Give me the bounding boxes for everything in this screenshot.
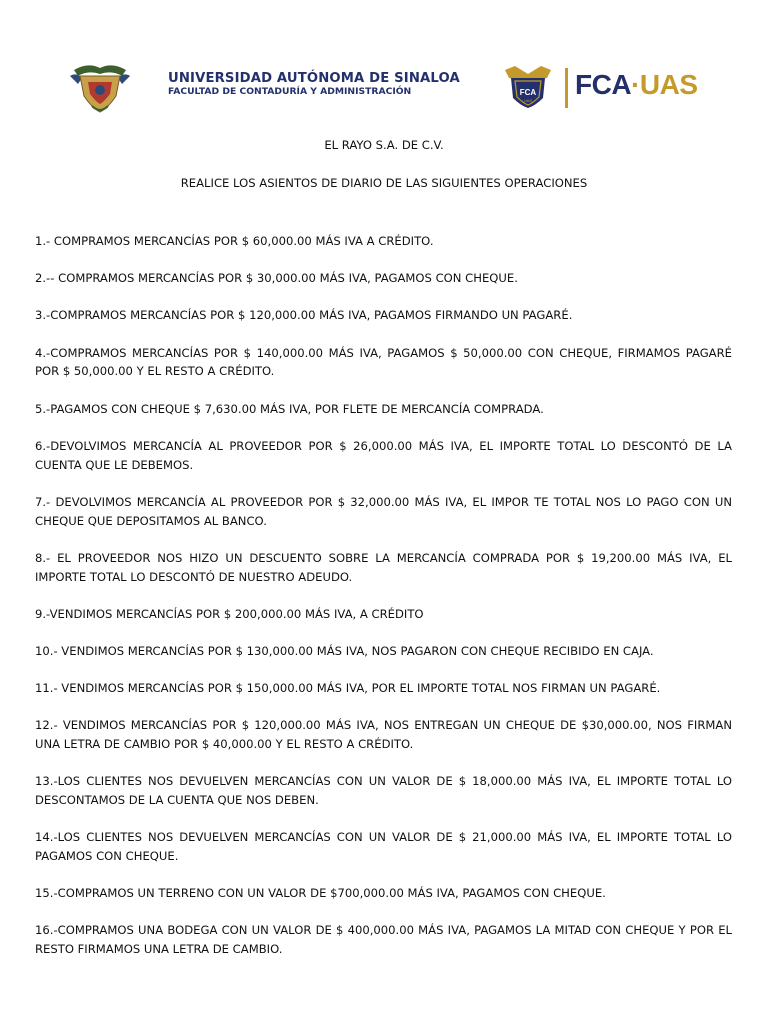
letterhead	[0, 58, 768, 118]
list-item: 1.- COMPRAMOS MERCANCÍAS POR $ 60,000.00 MÁS IVA A CRÉDITO.	[35, 234, 434, 248]
list-item: 5.-PAGAMOS CON CHEQUE $ 7,630.00 MÁS IVA, POR FLETE DE MERCANCÍA COMPRADA.	[35, 401, 544, 416]
list-item: 7.- DEVOLVIMOS MERCANCÍA AL PROVEEDOR POR $ 32,000.00 MÁS IVA, EL IMPOR TE TOTAL NOS LO PAGO CON UN CHEQUE QUE DEPOSITAMOS AL BANCO.	[35, 494, 732, 528]
list-item: 8.- EL PROVEEDOR NOS HIZO UN DESCUENTO SOBRE LA MERCANCÍA COMPRADA POR $ 19,200.00 MÁS IVA, EL IMPORTE TOTAL LO DESCONTÓ DE NUESTRO ADEUDO.	[35, 550, 732, 584]
list-item: 3.-COMPRAMOS MERCANCÍAS POR $ 120,000.00 MÁS IVA, PAGAMOS FIRMANDO UN PAGARÉ.	[35, 308, 573, 323]
fca-uas-wordmark	[575, 68, 698, 102]
brand-right: UAS	[639, 69, 698, 100]
list-item: 16.-COMPRAMOS UNA BODEGA CON UN VALOR DE $ 400,000.00 MÁS IVA, PAGAMOS LA MITAD CON CHEQUE Y POR EL RESTO FIRMAMOS UNA LETRA DE CAMBIO.	[35, 923, 732, 957]
list-item: 12.- VENDIMOS MERCANCÍAS POR $ 120,000.00 MÁS IVA, NOS ENTREGAN UN CHEQUE DE $30,000.00, NOS FIRMAN UNA LETRA DE CAMBIO POR $ 40,000.00 Y EL RESTO A CRÉDITO.	[35, 718, 732, 752]
faculty-name: FACULTAD DE CONTADURÍA Y ADMINISTRACIÓN	[168, 86, 412, 97]
fca-emblem-logo	[503, 66, 553, 108]
university-heading	[168, 72, 460, 97]
brand-dot: ·	[631, 69, 640, 100]
company-title: EL RAYO S.A. DE C.V.	[324, 138, 444, 152]
university-name: UNIVERSIDAD AUTÓNOMA DE SINALOA	[168, 71, 460, 86]
fca-emblem-sub: UAS	[523, 98, 533, 103]
list-item: 10.- VENDIMOS MERCANCÍAS POR $ 130,000.00 MÁS IVA, NOS PAGARON CON CHEQUE RECIBIDO EN CAJA.	[35, 643, 654, 658]
list-item: 4.-COMPRAMOS MERCANCÍAS POR $ 140,000.00 MÁS IVA, PAGAMOS $ 50,000.00 CON CHEQUE, FIRMAMOS PAGARÉ POR $ 50,000.00 Y EL RESTO A CRÉDITO.	[35, 345, 732, 379]
list-item: 6.-DEVOLVIMOS MERCANCÍA AL PROVEEDOR POR $ 26,000.00 MÁS IVA, EL IMPORTE TOTAL LO DESCONTÓ DE LA CUENTA QUE LE DEBEMOS.	[35, 438, 732, 472]
instruction-title: REALICE LOS ASIENTOS DE DIARIO DE LAS SIGUIENTES OPERACIONES	[180, 176, 588, 190]
list-item: 13.-LOS CLIENTES NOS DEVUELVEN MERCANCÍAS CON UN VALOR DE $ 18,000.00 MÁS IVA, EL IMPORTE TOTAL LO DESCONTAMOS DE LA CUENTA QUE NOS DEBEN.	[35, 774, 732, 808]
list-item: 2.-- COMPRAMOS MERCANCÍAS POR $ 30,000.00 MÁS IVA, PAGAMOS CON CHEQUE.	[35, 271, 518, 286]
brand-left: FCA	[575, 69, 632, 100]
uas-seal-logo	[68, 62, 132, 114]
list-item: 14.-LOS CLIENTES NOS DEVUELVEN MERCANCÍAS CON UN VALOR DE $ 21,000.00 MÁS IVA, EL IMPORTE TOTAL LO PAGAMOS CON CHEQUE.	[35, 830, 732, 864]
list-item: 9.-VENDIMOS MERCANCÍAS POR $ 200,000.00 MÁS IVA, A CRÉDITO	[35, 606, 424, 621]
list-item: 11.- VENDIMOS MERCANCÍAS POR $ 150,000.00 MÁS IVA, POR EL IMPORTE TOTAL NOS FIRMAN UN PAGARÉ.	[35, 681, 661, 696]
brand-divider	[565, 68, 568, 108]
list-item: 15.-COMPRAMOS UN TERRENO CON UN VALOR DE $700,000.00 MÁS IVA, PAGAMOS CON CHEQUE.	[35, 886, 606, 901]
operations-list	[35, 232, 732, 959]
fca-emblem-text: FCA	[519, 88, 537, 97]
